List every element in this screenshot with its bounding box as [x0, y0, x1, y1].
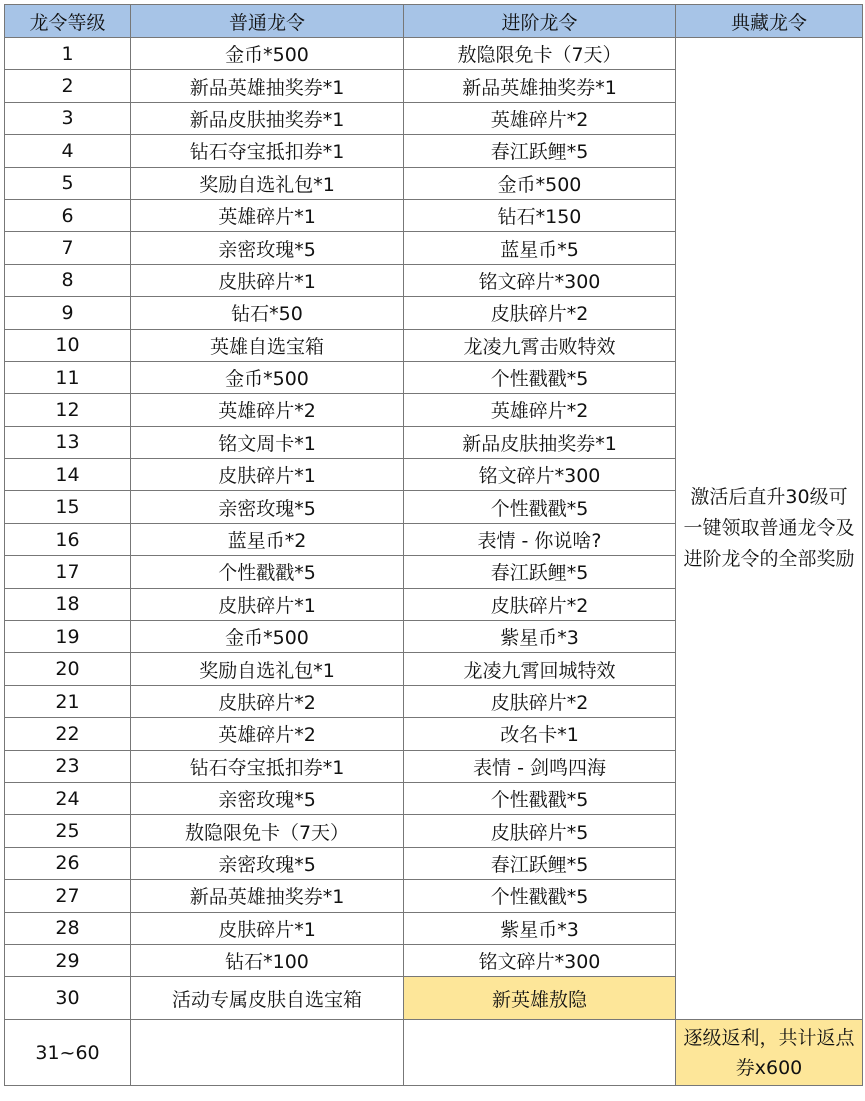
- level-cell: 22: [5, 718, 131, 750]
- level-cell: 9: [5, 297, 131, 329]
- normal-reward-cell: 金币*500: [131, 621, 404, 653]
- normal-reward-cell: 新品英雄抽奖券*1: [131, 70, 404, 102]
- tail-normal-cell: [131, 1020, 404, 1086]
- normal-reward-cell: 奖励自选礼包*1: [131, 653, 404, 685]
- advanced-reward-cell: 个性戳戳*5: [404, 782, 676, 814]
- advanced-reward-cell: 皮肤碎片*5: [404, 815, 676, 847]
- level-cell: 18: [5, 588, 131, 620]
- level-cell: 11: [5, 361, 131, 393]
- normal-reward-cell: 皮肤碎片*1: [131, 588, 404, 620]
- advanced-reward-cell: 敖隐限免卡（7天）: [404, 38, 676, 70]
- tail-collector-cell: 逐级返利，共计返点券x600: [676, 1020, 863, 1086]
- header-level: 龙令等级: [5, 5, 131, 38]
- normal-reward-cell: 亲密玫瑰*5: [131, 847, 404, 879]
- level-cell: 8: [5, 264, 131, 296]
- header-row: [5, 5, 863, 38]
- tail-row: [5, 1020, 863, 1086]
- advanced-reward-cell: 钻石*150: [404, 199, 676, 231]
- level-cell: 28: [5, 912, 131, 944]
- normal-reward-cell: 英雄碎片*1: [131, 199, 404, 231]
- advanced-reward-cell: 龙凌九霄击败特效: [404, 329, 676, 361]
- advanced-reward-cell: 个性戳戳*5: [404, 880, 676, 912]
- advanced-reward-cell: 紫星币*3: [404, 621, 676, 653]
- normal-reward-cell: 活动专属皮肤自选宝箱: [131, 977, 404, 1020]
- level-cell: 2: [5, 70, 131, 102]
- level-cell: 23: [5, 750, 131, 782]
- normal-reward-cell: 奖励自选礼包*1: [131, 167, 404, 199]
- level-cell: 6: [5, 199, 131, 231]
- normal-reward-cell: 亲密玫瑰*5: [131, 232, 404, 264]
- normal-reward-cell: 蓝星币*2: [131, 523, 404, 555]
- advanced-reward-cell: 新英雄敖隐: [404, 977, 676, 1020]
- normal-reward-cell: 金币*500: [131, 361, 404, 393]
- normal-reward-cell: 亲密玫瑰*5: [131, 782, 404, 814]
- advanced-reward-cell: 改名卡*1: [404, 718, 676, 750]
- advanced-reward-cell: 紫星币*3: [404, 912, 676, 944]
- advanced-reward-cell: 铭文碎片*300: [404, 459, 676, 491]
- level-cell: 5: [5, 167, 131, 199]
- level-cell: 15: [5, 491, 131, 523]
- normal-reward-cell: 钻石*50: [131, 297, 404, 329]
- level-cell: 24: [5, 782, 131, 814]
- normal-reward-cell: 英雄碎片*2: [131, 394, 404, 426]
- advanced-reward-cell: 金币*500: [404, 167, 676, 199]
- advanced-reward-cell: 皮肤碎片*2: [404, 588, 676, 620]
- tail-advanced-cell: [404, 1020, 676, 1086]
- normal-reward-cell: 铭文周卡*1: [131, 426, 404, 458]
- normal-reward-cell: 英雄碎片*2: [131, 718, 404, 750]
- level-cell: 29: [5, 944, 131, 976]
- normal-reward-cell: 钻石夺宝抵扣券*1: [131, 135, 404, 167]
- level-cell: 13: [5, 426, 131, 458]
- advanced-reward-cell: 铭文碎片*300: [404, 264, 676, 296]
- level-cell: 25: [5, 815, 131, 847]
- advanced-reward-cell: 新品皮肤抽奖券*1: [404, 426, 676, 458]
- advanced-reward-cell: 个性戳戳*5: [404, 361, 676, 393]
- level-cell: 30: [5, 977, 131, 1020]
- normal-reward-cell: 钻石*100: [131, 944, 404, 976]
- advanced-reward-cell: 新品英雄抽奖券*1: [404, 70, 676, 102]
- normal-reward-cell: 亲密玫瑰*5: [131, 491, 404, 523]
- level-cell: 12: [5, 394, 131, 426]
- level-cell: 20: [5, 653, 131, 685]
- header-advanced: 进阶龙令: [404, 5, 676, 38]
- normal-reward-cell: 英雄自选宝箱: [131, 329, 404, 361]
- level-cell: 14: [5, 459, 131, 491]
- level-cell: 10: [5, 329, 131, 361]
- advanced-reward-cell: 铭文碎片*300: [404, 944, 676, 976]
- advanced-reward-cell: 个性戳戳*5: [404, 491, 676, 523]
- level-cell: 1: [5, 38, 131, 70]
- level-cell: 3: [5, 102, 131, 134]
- normal-reward-cell: 皮肤碎片*1: [131, 459, 404, 491]
- normal-reward-cell: 钻石夺宝抵扣券*1: [131, 750, 404, 782]
- advanced-reward-cell: 英雄碎片*2: [404, 394, 676, 426]
- level-cell: 17: [5, 556, 131, 588]
- collector-note-cell: 激活后直升30级可一键领取普通龙令及进阶龙令的全部奖励: [676, 38, 863, 1020]
- normal-reward-cell: 新品皮肤抽奖券*1: [131, 102, 404, 134]
- normal-reward-cell: 金币*500: [131, 38, 404, 70]
- table-body: [5, 38, 863, 1086]
- advanced-reward-cell: 皮肤碎片*2: [404, 685, 676, 717]
- level-cell: 27: [5, 880, 131, 912]
- advanced-reward-cell: 蓝星币*5: [404, 232, 676, 264]
- normal-reward-cell: 个性戳戳*5: [131, 556, 404, 588]
- advanced-reward-cell: 表情 - 剑鸣四海: [404, 750, 676, 782]
- advanced-reward-cell: 表情 - 你说啥?: [404, 523, 676, 555]
- level-cell: 19: [5, 621, 131, 653]
- normal-reward-cell: 皮肤碎片*1: [131, 912, 404, 944]
- level-cell: 21: [5, 685, 131, 717]
- tail-level-cell: 31~60: [5, 1020, 131, 1086]
- level-cell: 26: [5, 847, 131, 879]
- level-cell: 16: [5, 523, 131, 555]
- level-cell: 4: [5, 135, 131, 167]
- advanced-reward-cell: 春江跃鲤*5: [404, 135, 676, 167]
- table-row: [5, 38, 863, 70]
- header-normal: 普通龙令: [131, 5, 404, 38]
- normal-reward-cell: 敖隐限免卡（7天）: [131, 815, 404, 847]
- advanced-reward-cell: 皮肤碎片*2: [404, 297, 676, 329]
- advanced-reward-cell: 英雄碎片*2: [404, 102, 676, 134]
- advanced-reward-cell: 春江跃鲤*5: [404, 556, 676, 588]
- header-collector: 典藏龙令: [676, 5, 863, 38]
- advanced-reward-cell: 春江跃鲤*5: [404, 847, 676, 879]
- level-cell: 7: [5, 232, 131, 264]
- normal-reward-cell: 皮肤碎片*2: [131, 685, 404, 717]
- advanced-reward-cell: 龙凌九霄回城特效: [404, 653, 676, 685]
- reward-table: [4, 4, 863, 1086]
- normal-reward-cell: 皮肤碎片*1: [131, 264, 404, 296]
- normal-reward-cell: 新品英雄抽奖券*1: [131, 880, 404, 912]
